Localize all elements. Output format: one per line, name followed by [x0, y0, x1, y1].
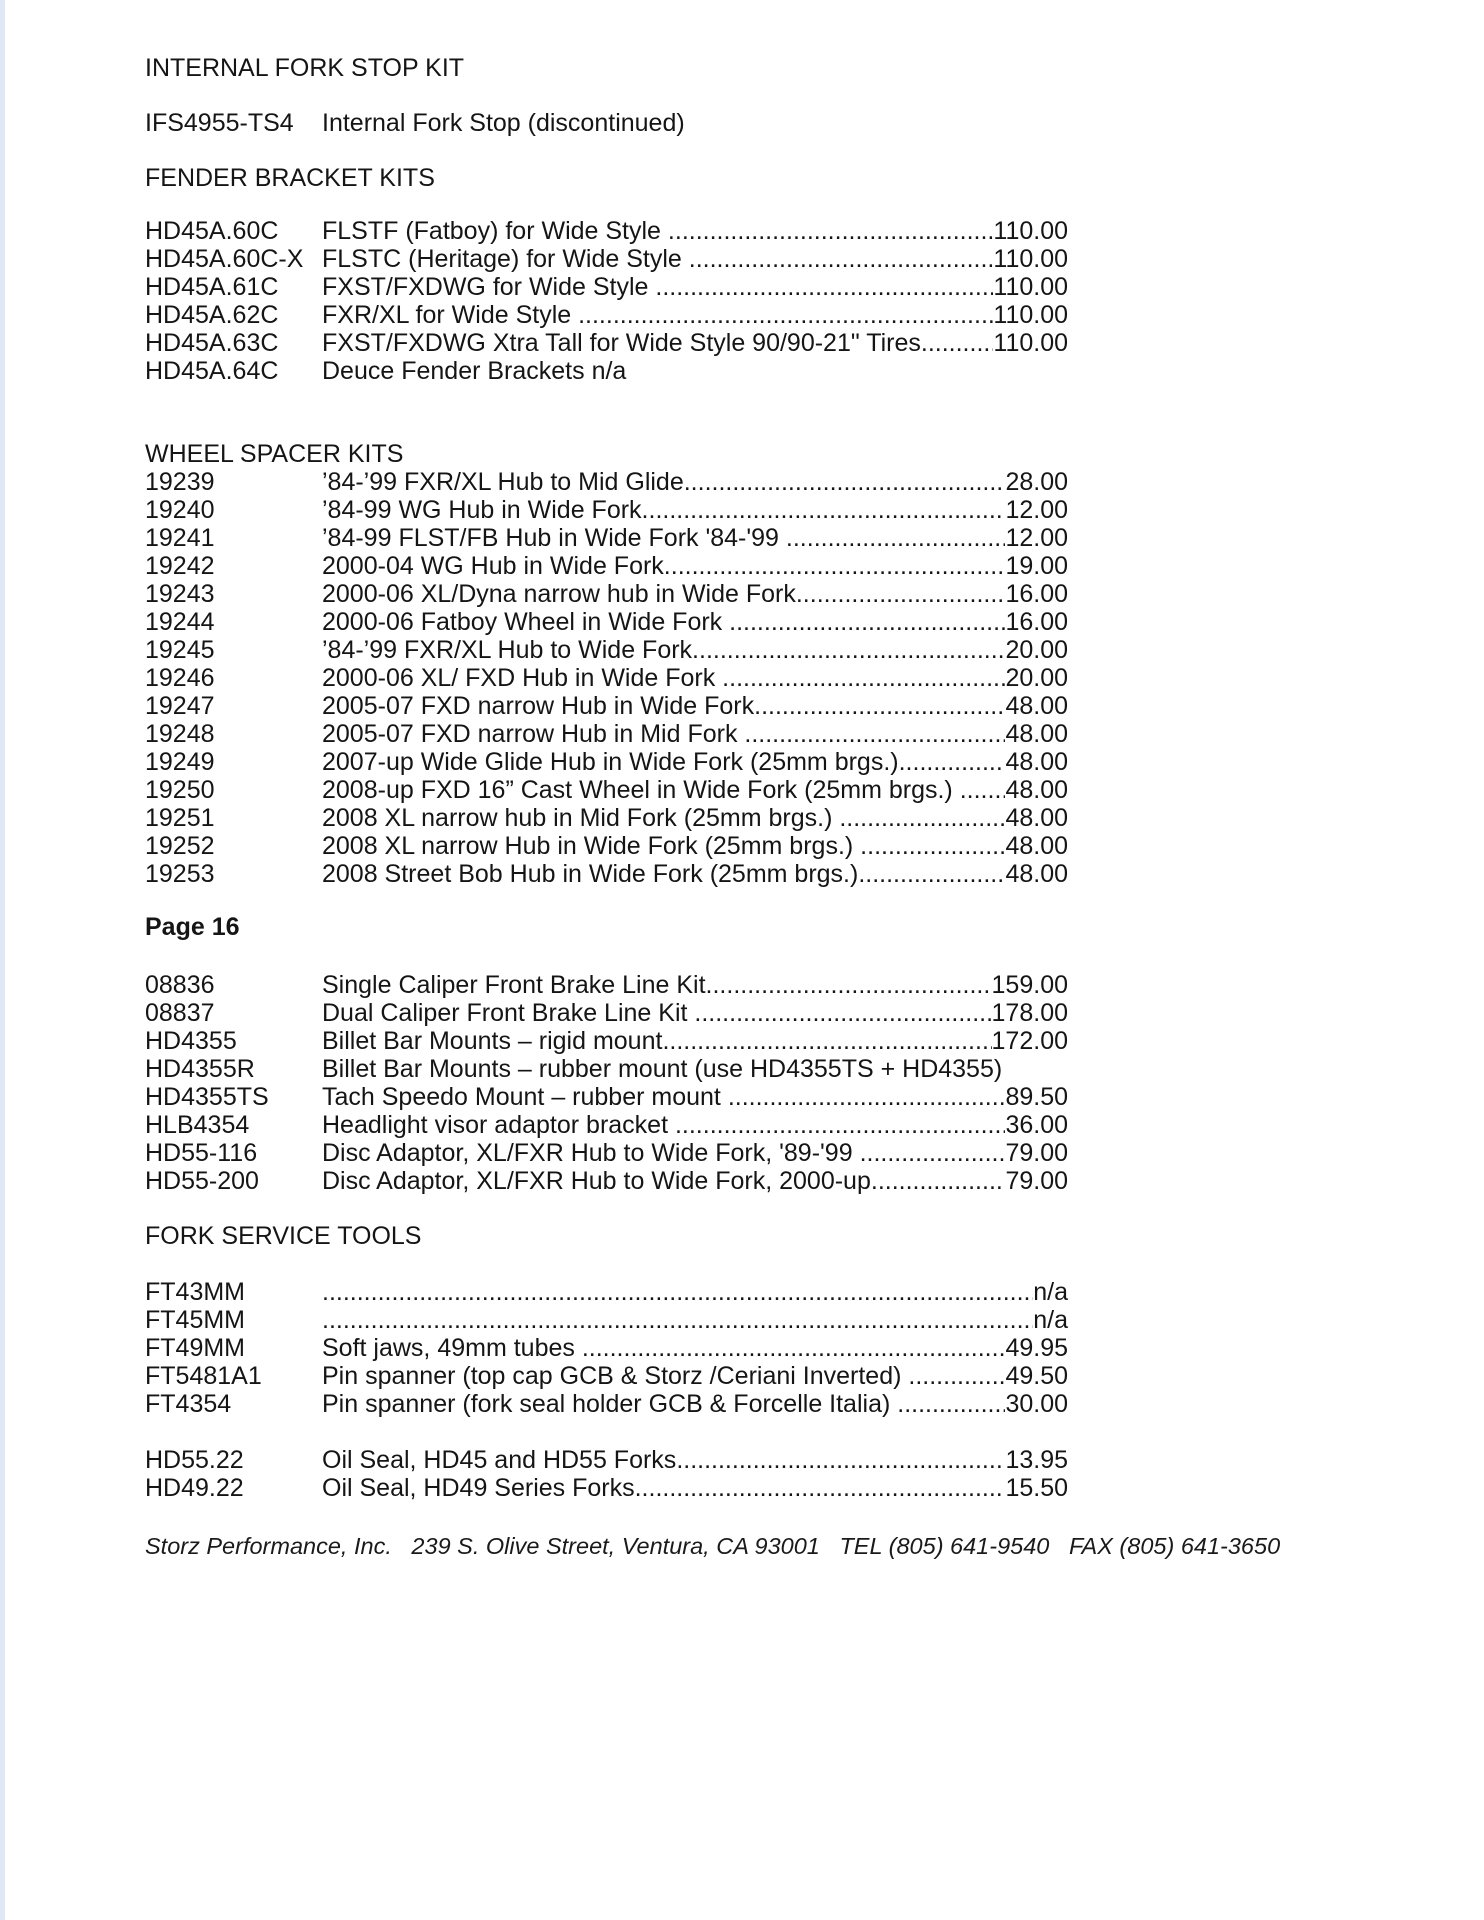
item-description: 2005-07 FXD narrow Hub in Mid Fork: [322, 720, 745, 748]
item-description: 2005-07 FXD narrow Hub in Wide Fork: [322, 692, 755, 720]
dot-leader: [871, 1167, 1006, 1195]
item-price: 48.00: [1005, 748, 1068, 776]
dot-leader: [960, 776, 1006, 804]
part-number: HD55.22: [145, 1446, 244, 1474]
dot-leader: [578, 301, 993, 329]
item-price: 159.00: [991, 971, 1068, 999]
part-number: 19253: [145, 860, 215, 888]
part-number: HD45A.61C: [145, 273, 279, 301]
catalog-row: [145, 860, 1068, 888]
dot-leader: [729, 608, 1005, 636]
item-price: 48.00: [1005, 804, 1068, 832]
catalog-row: [145, 496, 1068, 524]
part-number: 08836: [145, 971, 215, 999]
item-description: Oil Seal, HD49 Series Forks: [322, 1474, 635, 1502]
part-number: 08837: [145, 999, 215, 1027]
item-price: 110.00: [993, 217, 1068, 245]
item-price: 48.00: [1005, 776, 1068, 804]
part-number: HD55-116: [145, 1139, 258, 1167]
catalog-row: [145, 748, 1068, 776]
dot-leader: [692, 636, 1005, 664]
part-number: HD4355R: [145, 1055, 255, 1083]
dot-leader: [635, 1474, 1006, 1502]
catalog-row: [145, 217, 1068, 245]
part-number: HD4355TS: [145, 1083, 269, 1111]
part-number: 19243: [145, 580, 215, 608]
section-heading: WHEEL SPACER KITS: [145, 440, 404, 468]
item-price: 16.00: [1005, 580, 1068, 608]
item-price: 12.00: [1005, 524, 1068, 552]
item-price: 110.00: [993, 301, 1068, 329]
item-price: 110.00: [993, 245, 1068, 273]
item-price: 172.00: [991, 1027, 1068, 1055]
catalog-row: [145, 524, 1068, 552]
dot-leader: [908, 1362, 1005, 1390]
part-number: 19245: [145, 636, 215, 664]
dot-leader: [689, 245, 994, 273]
item-price: 89.50: [1005, 1083, 1068, 1111]
item-description: 2008 XL narrow Hub in Wide Fork (25mm brgs.): [322, 832, 861, 860]
item-description: 2007-up Wide Glide Hub in Wide Fork (25mm brgs.): [322, 748, 899, 776]
catalog-row: [145, 692, 1068, 720]
catalog-row: [145, 109, 1068, 137]
section-heading: FORK SERVICE TOOLS: [145, 1222, 422, 1250]
part-number: 19240: [145, 496, 215, 524]
dot-leader: [642, 496, 1006, 524]
dot-leader: [858, 860, 1005, 888]
catalog-row: [145, 636, 1068, 664]
item-description: FLSTF (Fatboy) for Wide Style: [322, 217, 668, 245]
item-price: 79.00: [1005, 1167, 1068, 1195]
dot-leader: [655, 273, 993, 301]
item-description: FLSTC (Heritage) for Wide Style: [322, 245, 689, 273]
dot-leader: [684, 468, 1006, 496]
dot-leader: [796, 580, 1006, 608]
part-number: HD45A.60C-X: [145, 245, 304, 273]
item-description: Oil Seal, HD45 and HD55 Forks: [322, 1446, 677, 1474]
item-price: 15.50: [1005, 1474, 1068, 1502]
row-group: [145, 217, 1068, 385]
item-price: 49.50: [1005, 1362, 1068, 1390]
part-number: 19246: [145, 664, 215, 692]
item-description: Internal Fork Stop (discontinued): [322, 109, 685, 137]
catalog-row: [145, 1027, 1068, 1055]
item-description: Deuce Fender Brackets n/a: [322, 357, 627, 385]
item-description: ’84-99 FLST/FB Hub in Wide Fork '84-'99: [322, 524, 786, 552]
catalog-row: [145, 1278, 1068, 1306]
catalog-row: [145, 1334, 1068, 1362]
section-heading: INTERNAL FORK STOP KIT: [145, 54, 465, 82]
item-price: 16.00: [1005, 608, 1068, 636]
item-description: Dual Caliper Front Brake Line Kit: [322, 999, 695, 1027]
part-number: 19248: [145, 720, 215, 748]
item-description: Billet Bar Mounts – rubber mount (use HD4355TS + HD4355): [322, 1055, 1003, 1083]
item-description: 2008 XL narrow hub in Mid Fork (25mm brgs.): [322, 804, 840, 832]
part-number: FT5481A1: [145, 1362, 262, 1390]
part-number: 19241: [145, 524, 215, 552]
catalog-row: [145, 1083, 1068, 1111]
item-description: 2000-06 XL/Dyna narrow hub in Wide Fork: [322, 580, 796, 608]
item-price: 12.00: [1005, 496, 1068, 524]
catalog-row: [145, 720, 1068, 748]
item-price: 49.95: [1005, 1334, 1068, 1362]
item-description: FXST/FXDWG Xtra Tall for Wide Style 90/90-21" Tires: [322, 329, 921, 357]
item-price: 20.00: [1005, 636, 1068, 664]
dot-leader: [897, 1390, 1005, 1418]
part-number: HD45A.62C: [145, 301, 279, 329]
part-number: HLB4354: [145, 1111, 250, 1139]
dot-leader: [662, 1027, 991, 1055]
part-number: HD55-200: [145, 1167, 259, 1195]
item-price: 110.00: [993, 273, 1068, 301]
catalog-row: [145, 832, 1068, 860]
item-description: Pin spanner (fork seal holder GCB & Forcelle Italia): [322, 1390, 898, 1418]
part-number: FT45MM: [145, 1306, 245, 1334]
part-number: IFS4955-TS4: [145, 109, 294, 137]
item-description: 2000-06 XL/ FXD Hub in Wide Fork: [322, 664, 723, 692]
part-number: 19244: [145, 608, 215, 636]
item-description: Pin spanner (top cap GCB & Storz /Ceriani Inverted): [322, 1362, 909, 1390]
item-price: 48.00: [1005, 692, 1068, 720]
catalog-row: [145, 608, 1068, 636]
item-price: 178.00: [991, 999, 1068, 1027]
item-price: 48.00: [1005, 860, 1068, 888]
dot-leader: [754, 692, 1005, 720]
dot-leader: [786, 524, 1006, 552]
item-description: FXR/XL for Wide Style: [322, 301, 579, 329]
catalog-row: [145, 273, 1068, 301]
catalog-row: [145, 301, 1068, 329]
part-number: FT49MM: [145, 1334, 245, 1362]
item-description: 2008-up FXD 16” Cast Wheel in Wide Fork (25mm brgs.): [322, 776, 960, 804]
part-number: HD4355: [145, 1027, 237, 1055]
catalog-row: [145, 804, 1068, 832]
item-description: Soft jaws, 49mm tubes: [322, 1334, 582, 1362]
catalog-row: [145, 1306, 1068, 1334]
part-number: 19252: [145, 832, 215, 860]
part-number: 19242: [145, 552, 215, 580]
dot-leader: [839, 804, 1005, 832]
part-number: 19249: [145, 748, 215, 776]
page-footer: Storz Performance, Inc. 239 S. Olive Street, Ventura, CA 93001 TEL (805) 641-9540 FAX (805) 641-3650: [145, 1533, 1281, 1559]
part-number: FT4354: [145, 1390, 232, 1418]
part-number: HD49.22: [145, 1474, 244, 1502]
item-description: 2000-04 WG Hub in Wide Fork: [322, 552, 664, 580]
item-description: ’84-’99 FXR/XL Hub to Mid Glide: [322, 468, 684, 496]
row-group: [145, 1446, 1068, 1502]
catalog-row: [145, 245, 1068, 273]
catalog-row: [145, 552, 1068, 580]
item-price: n/a: [1033, 1278, 1068, 1306]
catalog-row: [145, 1167, 1068, 1195]
row-group: [145, 1278, 1068, 1418]
item-description: ’84-’99 FXR/XL Hub to Wide Fork: [322, 636, 693, 664]
item-description: Disc Adaptor, XL/FXR Hub to Wide Fork, 2000-up: [322, 1167, 871, 1195]
dot-leader: [322, 1278, 1033, 1306]
dot-leader: [860, 1139, 1006, 1167]
dot-leader: [322, 1306, 1033, 1334]
part-number: 19251: [145, 804, 215, 832]
catalog-row: [145, 1055, 1068, 1083]
catalog-row: [145, 580, 1068, 608]
item-price: 48.00: [1005, 720, 1068, 748]
catalog-row: [145, 468, 1068, 496]
dot-leader: [676, 1446, 1005, 1474]
dot-leader: [744, 720, 1005, 748]
section-heading: Page 16: [145, 913, 240, 941]
item-price: 20.00: [1005, 664, 1068, 692]
item-description: 2008 Street Bob Hub in Wide Fork (25mm brgs.): [322, 860, 859, 888]
item-description: Disc Adaptor, XL/FXR Hub to Wide Fork, '89-'99: [322, 1139, 860, 1167]
catalog-row: [145, 1474, 1068, 1502]
item-description: Headlight visor adaptor bracket: [322, 1111, 675, 1139]
part-number: HD45A.64C: [145, 357, 279, 385]
part-number: 19239: [145, 468, 215, 496]
catalog-row: [145, 1111, 1068, 1139]
item-price: 79.00: [1005, 1139, 1068, 1167]
item-description: Billet Bar Mounts – rigid mount: [322, 1027, 663, 1055]
item-price: 48.00: [1005, 832, 1068, 860]
content: [145, 54, 1068, 1502]
scan-edge-artifact: [0, 0, 5, 1920]
item-price: 30.00: [1005, 1390, 1068, 1418]
row-group: [145, 468, 1068, 888]
catalog-row: [145, 971, 1068, 999]
item-price: 36.00: [1005, 1111, 1068, 1139]
catalog-row: [145, 999, 1068, 1027]
item-description: Tach Speedo Mount – rubber mount: [322, 1083, 728, 1111]
item-description: FXST/FXDWG for Wide Style: [322, 273, 656, 301]
dot-leader: [722, 664, 1005, 692]
dot-leader: [675, 1111, 1005, 1139]
item-description: ’84-99 WG Hub in Wide Fork: [322, 496, 642, 524]
row-group: [145, 971, 1068, 1195]
item-price: 110.00: [993, 329, 1068, 357]
row-group: [145, 109, 1068, 137]
dot-leader: [694, 999, 991, 1027]
catalog-row: [145, 1362, 1068, 1390]
item-price: n/a: [1033, 1306, 1068, 1334]
dot-leader: [921, 329, 994, 357]
dot-leader: [582, 1334, 1006, 1362]
dot-leader: [664, 552, 1006, 580]
catalog-row: [145, 1139, 1068, 1167]
catalog-row: [145, 329, 1068, 357]
dot-leader: [706, 971, 992, 999]
dot-leader: [668, 217, 993, 245]
part-number: HD45A.60C: [145, 217, 279, 245]
item-price: 19.00: [1005, 552, 1068, 580]
catalog-row: [145, 357, 1068, 385]
part-number: HD45A.63C: [145, 329, 279, 357]
catalog-row: [145, 1390, 1068, 1418]
item-price: 13.95: [1005, 1446, 1068, 1474]
catalog-row: [145, 1446, 1068, 1474]
item-price: 28.00: [1005, 468, 1068, 496]
item-description: Single Caliper Front Brake Line Kit: [322, 971, 706, 999]
dot-leader: [860, 832, 1005, 860]
part-number: 19247: [145, 692, 215, 720]
dot-leader: [728, 1083, 1006, 1111]
item-description: 2000-06 Fatboy Wheel in Wide Fork: [322, 608, 730, 636]
catalog-row: [145, 776, 1068, 804]
catalog-row: [145, 664, 1068, 692]
part-number: 19250: [145, 776, 215, 804]
part-number: FT43MM: [145, 1278, 245, 1306]
section-heading: FENDER BRACKET KITS: [145, 164, 435, 192]
dot-leader: [899, 748, 1006, 776]
